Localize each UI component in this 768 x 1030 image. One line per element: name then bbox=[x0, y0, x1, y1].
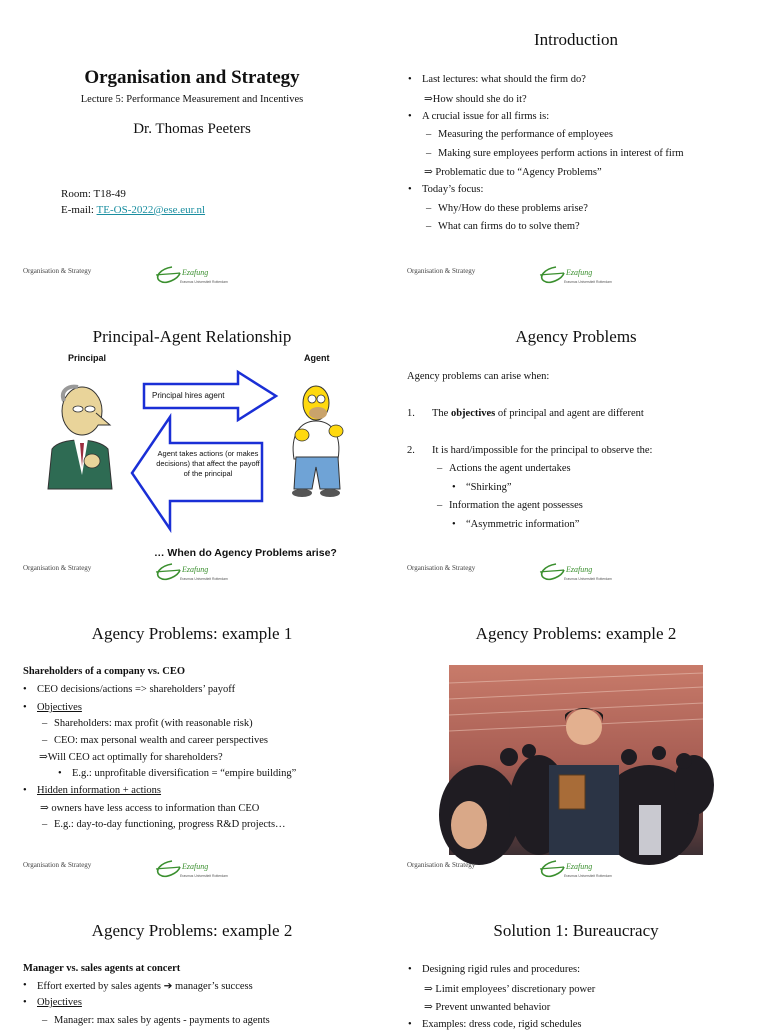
text-part: of principal and agent are different bbox=[495, 408, 644, 419]
slide-example-1 bbox=[0, 594, 384, 891]
text-part: The bbox=[432, 408, 451, 419]
principal-illustration bbox=[38, 377, 128, 489]
agency-question: … When do Agency Problems arise? bbox=[154, 547, 337, 559]
agent-illustration bbox=[280, 381, 352, 501]
list-number: 1. bbox=[407, 408, 415, 419]
logo-caption: Erasmus Universiteit Rotterdam bbox=[180, 874, 228, 878]
sub-bullet: – Information the agent possesses bbox=[449, 500, 583, 511]
slide-solution-bureaucracy bbox=[384, 891, 768, 1030]
logo-caption: Erasmus Universiteit Rotterdam bbox=[564, 280, 612, 284]
bullet: • Today’s focus: bbox=[422, 184, 483, 195]
bullet: • Designing rigid rules and procedures: bbox=[422, 964, 580, 975]
slide-title-text: Agency Problems: example 2 bbox=[91, 921, 293, 940]
slide-title-text: Principal-Agent Relationship bbox=[92, 327, 292, 346]
university-logo bbox=[150, 261, 230, 287]
numbered-item bbox=[432, 408, 644, 419]
footer-label: Organisation & Strategy bbox=[407, 267, 476, 275]
actions-arrow-label: Agent takes actions (or makes decisions) that affect the payoff of the principal bbox=[156, 449, 260, 478]
bullet-sub: ⇒How should she do it? bbox=[424, 94, 527, 105]
svg-text:Ezafung: Ezafung bbox=[566, 862, 593, 871]
numbered-item: It is hard/impossible for the principal to observe the: bbox=[432, 445, 653, 456]
svg-text:Ezafung: Ezafung bbox=[566, 268, 593, 277]
bullet-sub: ⇒ Problematic due to “Agency Problems” bbox=[424, 167, 602, 178]
svg-text:Ezafung: Ezafung bbox=[182, 862, 209, 871]
objectives-emphasis: objectives bbox=[450, 408, 496, 419]
list-number: 2. bbox=[407, 445, 415, 456]
svg-text:Ezafung: Ezafung bbox=[566, 565, 593, 574]
slide-title bbox=[0, 0, 384, 297]
email-line bbox=[61, 204, 205, 216]
bullet: • Objectives bbox=[37, 702, 82, 713]
sub-bullet: – Shareholders: max profit (with reasonable risk) bbox=[54, 718, 253, 729]
email-link[interactable]: TE-OS-2022@ese.eur.nl bbox=[96, 204, 206, 216]
svg-text:Ezafung: Ezafung bbox=[182, 268, 209, 277]
footer-label: Organisation & Strategy bbox=[407, 564, 476, 572]
slide-title-text: Agency Problems: example 2 bbox=[475, 624, 677, 643]
bullet-sub: ⇒ owners have less access to information than CEO bbox=[40, 803, 260, 814]
bullet-sub: ⇒ Prevent unwanted behavior bbox=[424, 1002, 551, 1013]
slide-title-text: Introduction bbox=[533, 30, 619, 49]
stadium-crowd-photo bbox=[449, 665, 703, 855]
intro-text: Agency problems can arise when: bbox=[407, 371, 550, 382]
hires-arrow-label: Principal hires agent bbox=[152, 391, 225, 400]
lecture-subtitle: Lecture 5: Performance Measurement and Incentives bbox=[80, 94, 304, 105]
principal-label: Principal bbox=[68, 353, 107, 363]
footer-label: Organisation & Strategy bbox=[23, 267, 92, 275]
example-heading: Manager vs. sales agents at concert bbox=[23, 963, 181, 974]
svg-text:Ezafung: Ezafung bbox=[182, 565, 209, 574]
sub-bullet: – Manager: max sales by agents - payments to agents bbox=[54, 1015, 270, 1026]
bullet: • Last lectures: what should the firm do? bbox=[422, 74, 586, 85]
slide-example-2-text bbox=[0, 891, 384, 1024]
bullet-sub: ⇒Will CEO act optimally for shareholders? bbox=[39, 752, 223, 763]
sub-sub-bullet: • E.g.: unprofitable diversification = “empire building” bbox=[72, 768, 296, 779]
footer-label: Organisation & Strategy bbox=[407, 861, 476, 869]
slide-title-text: Agency Problems bbox=[515, 327, 637, 346]
logo-caption: Erasmus Universiteit Rotterdam bbox=[180, 577, 228, 581]
logo-caption: Erasmus Universiteit Rotterdam bbox=[180, 280, 228, 284]
sub-bullet: – Making sure employees perform actions in interest of firm bbox=[438, 148, 684, 159]
university-logo bbox=[534, 855, 614, 881]
slide-introduction bbox=[384, 0, 768, 297]
footer-label: Organisation & Strategy bbox=[23, 564, 92, 572]
sub-bullet: – Why/How do these problems arise? bbox=[438, 203, 588, 214]
slide-title-text: Solution 1: Bureaucracy bbox=[493, 921, 659, 940]
sub-sub-bullet: • “Shirking” bbox=[466, 482, 512, 493]
bullet: • Objectives bbox=[37, 997, 82, 1008]
sub-bullet: – What can firms do to solve them? bbox=[438, 221, 580, 232]
university-logo bbox=[150, 855, 230, 881]
sub-bullet: – Measuring the performance of employees bbox=[438, 129, 613, 140]
sub-bullet: – Actions the agent undertakes bbox=[449, 463, 571, 474]
sub-sub-bullet: • “Asymmetric information” bbox=[466, 519, 579, 530]
university-logo bbox=[534, 558, 614, 584]
logo-caption: Erasmus Universiteit Rotterdam bbox=[564, 874, 612, 878]
bullet: • Hidden information + actions bbox=[37, 785, 161, 796]
slide-title-text: Agency Problems: example 1 bbox=[91, 624, 293, 643]
bullet-sub: ⇒ Limit employees’ discretionary power bbox=[424, 984, 596, 995]
university-logo bbox=[534, 261, 614, 287]
sub-bullet: – E.g.: day-to-day functioning, progress R&D projects… bbox=[54, 819, 286, 830]
slide-example-2-photo bbox=[384, 594, 768, 891]
room: Room: T18-49 bbox=[61, 188, 126, 200]
sub-bullet: – CEO: max personal wealth and career perspectives bbox=[54, 735, 268, 746]
lecture-title: Organisation and Strategy bbox=[84, 67, 300, 88]
agent-label: Agent bbox=[304, 353, 330, 363]
example-heading: Shareholders of a company vs. CEO bbox=[23, 666, 185, 677]
footer-label: Organisation & Strategy bbox=[23, 861, 92, 869]
author: Dr. Thomas Peeters bbox=[133, 121, 251, 137]
slide-principal-agent bbox=[0, 297, 384, 594]
bullet: • Effort exerted by sales agents ➔ manager’s success bbox=[37, 980, 253, 992]
university-logo bbox=[150, 558, 230, 584]
logo-caption: Erasmus Universiteit Rotterdam bbox=[564, 577, 612, 581]
bullet: • CEO decisions/actions => shareholders’ payoff bbox=[37, 684, 235, 695]
bullet: • A crucial issue for all firms is: bbox=[422, 111, 549, 122]
slide-agency-problems bbox=[384, 297, 768, 594]
email-label: E-mail: bbox=[61, 204, 97, 216]
bullet: • Examples: dress code, rigid schedules bbox=[422, 1019, 582, 1030]
